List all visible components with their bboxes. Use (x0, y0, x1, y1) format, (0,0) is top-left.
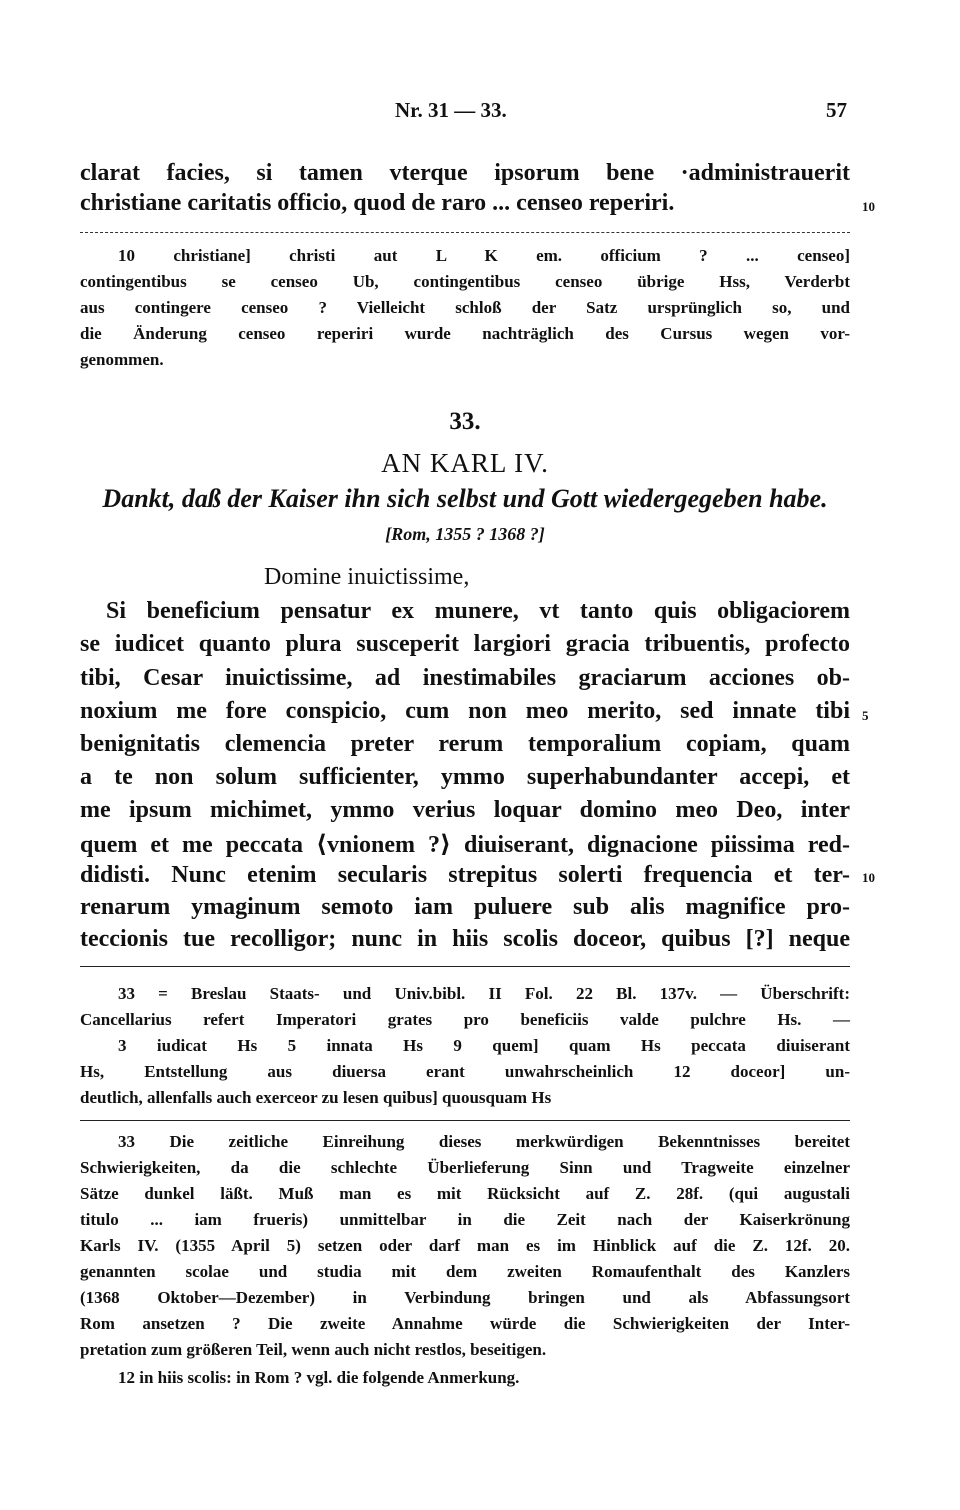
apparatus-line: 10 christiane] christi aut L K em. officium ? ... censeo] (118, 246, 850, 265)
body-line: se iudicet quanto plura susceperit largiori gracia tribuentis, profecto (80, 631, 850, 657)
apparatus-line: Hs, Entstellung aus diuersa erant unwahrscheinlich 12 doceor] un- (80, 1062, 850, 1081)
commentary-line: pretation zum größeren Teil, wenn auch nicht restlos, beseitigen. (80, 1340, 547, 1359)
body-line: quem et me peccata ⟨vnionem ?⟩ diuiserant, dignacione piissima red- (80, 832, 850, 858)
letter-summary: Dankt, daß der Kaiser ihn sich selbst und Gott wiedergegeben habe. (102, 484, 828, 513)
body-line: renarum ymaginum semoto iam puluere sub alis magnifice pro- (80, 894, 850, 920)
apparatus-line: 33 = Breslau Staats- und Univ.bibl. II Fol. 22 Bl. 137v. — Überschrift: (118, 984, 850, 1003)
commentary-line: Karls IV. (1355 April 5) setzen oder darf man es im Hinblick auf die Z. 12f. 20. (80, 1236, 850, 1255)
commentary-line: 12 in hiis scolis: in Rom ? vgl. die folgende Anmerkung. (118, 1368, 520, 1387)
line-number: 10 (862, 199, 875, 214)
apparatus-line: 3 iudicat Hs 5 innata Hs 9 quem] quam Hs peccata diuiserant (118, 1036, 850, 1055)
apparatus-line: deutlich, allenfalls auch exerceor zu lesen quibus] quousquam Hs (80, 1088, 552, 1107)
divider (80, 966, 850, 967)
body-line: tibi, Cesar inuictissime, ad inestimabiles graciarum acciones ob- (80, 665, 850, 691)
letter-number: 33. (449, 408, 481, 435)
commentary-line: 33 Die zeitliche Einreihung dieses merkwürdigen Bekenntnisses bereitet (118, 1132, 850, 1151)
header-range: Nr. 31 — 33. (395, 98, 507, 122)
body-line: benignitatis clemencia preter rerum temporalium copiam, quam (80, 731, 850, 757)
body-line: Si beneficium pensatur ex munere, vt tanto quis obligaciorem (106, 598, 850, 624)
body-line: didisti. Nunc etenim secularis strepitus solerti frequencia et ter- (80, 862, 850, 888)
body-line: a te non solum sufficienter, ymmo superhabundanter accepi, et (80, 764, 850, 790)
prev-letter-line: christiane caritatis officio, quod de raro ... censeo reperiri. (80, 190, 675, 216)
line-number: 5 (862, 708, 869, 723)
body-line: me ipsum michimet, ymmo verius loquar domino meo Deo, inter (80, 797, 850, 823)
line-number: 10 (862, 870, 875, 885)
commentary-line: titulo ... iam frueris) unmittelbar in die Zeit nach der Kaiserkrönung (80, 1210, 850, 1229)
divider (80, 232, 850, 233)
running-header (395, 98, 847, 134)
apparatus-line: contingentibus se censeo Ub, contingentibus censeo übrige Hss, Verderbt (80, 272, 850, 291)
prev-letter-line: clarat facies, si tamen vterque ipsorum bene ·administrauerit (80, 160, 850, 186)
apparatus-line: genommen. (80, 350, 164, 369)
body-line: noxium me fore conspicio, cum non meo merito, sed innate tibi (80, 698, 850, 724)
letter-date: [Rom, 1355 ? 1368 ?] (385, 524, 545, 544)
apparatus-line: aus contingere censeo ? Vielleicht schloß der Satz ursprünglich so, und (80, 298, 850, 317)
page-number: 57 (826, 98, 847, 122)
commentary-line: genannten scolae und studia mit dem zweiten Romaufenthalt des Kanzlers (80, 1262, 850, 1281)
apparatus-line: die Änderung censeo reperiri wurde nachträglich des Cursus wegen vor- (80, 324, 850, 343)
commentary-line: Sätze dunkel läßt. Muß man es mit Rücksicht auf Z. 28f. (qui augustali (80, 1184, 850, 1203)
salutation: Domine inuictissime, (264, 564, 470, 590)
commentary-line: (1368 Oktober—Dezember) in Verbindung bringen und als Abfassungsort (80, 1288, 850, 1307)
divider (80, 1120, 850, 1121)
commentary-line: Rom ansetzen ? Die zweite Annahme würde die Schwierigkeiten der Inter- (80, 1314, 850, 1333)
commentary-line: Schwierigkeiten, da die schlechte Überlieferung Sinn und Tragweite einzelner (80, 1158, 850, 1177)
apparatus-line: Cancellarius refert Imperatori grates pro beneficiis valde pulchre Hs. — (80, 1010, 850, 1029)
letter-title: AN KARL IV. (381, 448, 549, 478)
body-line: teccionis tue recolligor; nunc in hiis scolis doceor, quibus [?] neque (80, 926, 850, 952)
